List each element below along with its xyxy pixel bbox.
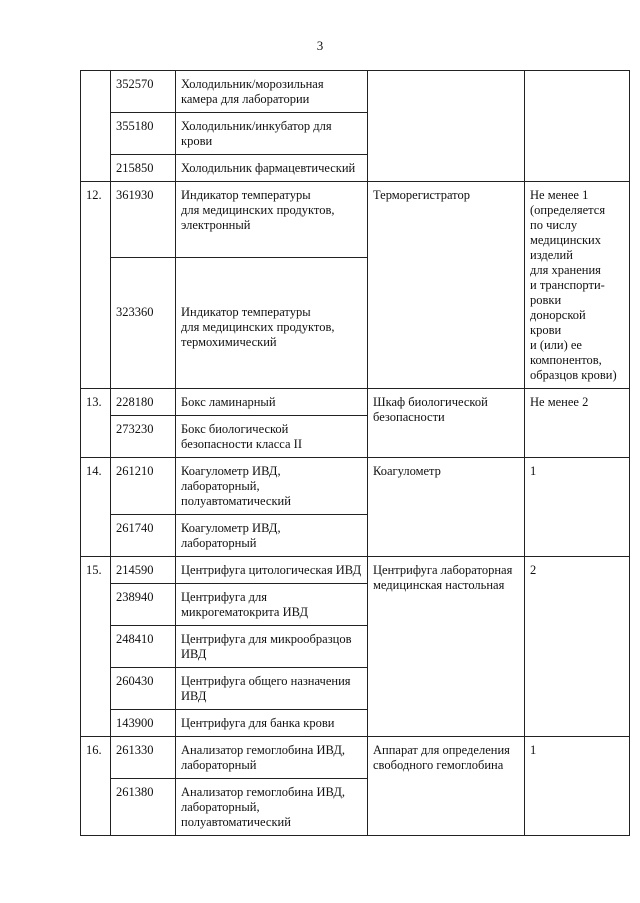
code-cell: 238940: [111, 584, 176, 626]
code-cell: 261380: [111, 779, 176, 836]
name-cell: Центрифуга для банка крови: [176, 710, 368, 737]
name-line: Коагулометр ИВД,: [181, 521, 281, 535]
quantity-line: медицинских: [530, 233, 601, 247]
type-cell: Коагулометр: [368, 458, 525, 557]
quantity-line: изделий: [530, 248, 573, 262]
name-line: Коагулометр ИВД,: [181, 464, 281, 478]
table-row: [81, 458, 630, 515]
quantity-line: для хранения: [530, 263, 601, 277]
quantity-line: крови: [530, 323, 562, 337]
code-cell: 261210: [111, 458, 176, 515]
row-number-cell: 14.: [81, 458, 111, 557]
quantity-cell: 1: [525, 458, 630, 557]
quantity-line: по числу: [530, 218, 578, 232]
name-line: лабораторный,: [181, 800, 260, 814]
type-cell: Шкаф биологической безопасности: [368, 389, 525, 458]
name-cell: [176, 458, 368, 515]
row-number-cell: 15.: [81, 557, 111, 737]
name-line: Индикатор температуры: [181, 188, 311, 202]
quantity-cell: 2: [525, 557, 630, 737]
name-cell: [176, 258, 368, 389]
type-cell: Терморегистратор: [368, 182, 525, 389]
row-number-cell: [81, 71, 111, 182]
name-cell: Бокс биологической безопасности класса II: [176, 416, 368, 458]
table-row: [81, 71, 630, 113]
quantity-line: Не менее 1: [530, 188, 589, 202]
page-number: 3: [316, 38, 324, 53]
name-line: термохимический: [181, 335, 277, 350]
type-cell: Центрифуга лабораторная медицинская настольная: [368, 557, 525, 737]
name-cell: Центрифуга общего назначения ИВД: [176, 668, 368, 710]
name-cell: [176, 182, 368, 258]
quantity-line: компонентов,: [530, 353, 602, 367]
quantity-cell: [525, 182, 630, 389]
code-cell: 352570: [111, 71, 176, 113]
type-cell: Аппарат для определения свободного гемоглобина: [368, 737, 525, 836]
code-cell: 143900: [111, 710, 176, 737]
name-line: Индикатор температуры: [181, 305, 311, 320]
table-row: [81, 389, 630, 416]
name-line: для медицинских продуктов,: [181, 203, 335, 217]
code-cell: 215850: [111, 155, 176, 182]
name-line: полуавтоматический: [181, 815, 291, 829]
code-cell: 248410: [111, 626, 176, 668]
name-line: для медицинских продуктов,: [181, 320, 335, 335]
name-cell: Центрифуга цитологическая ИВД: [176, 557, 368, 584]
code-cell: 261330: [111, 737, 176, 779]
name-cell: Холодильник фармацевтический: [176, 155, 368, 182]
name-cell: [176, 515, 368, 557]
name-line: электронный: [181, 218, 251, 232]
code-cell: 355180: [111, 113, 176, 155]
code-cell: 214590: [111, 557, 176, 584]
equipment-table: [80, 70, 630, 836]
quantity-line: образцов крови): [530, 368, 617, 382]
name-line: Анализатор гемоглобина ИВД,: [181, 785, 345, 799]
code-cell: 260430: [111, 668, 176, 710]
name-cell: Анализатор гемоглобина ИВД, лабораторный: [176, 737, 368, 779]
code-cell: 323360: [111, 258, 176, 389]
name-cell: Центрифуга для микрогематокрита ИВД: [176, 584, 368, 626]
code-cell: 261740: [111, 515, 176, 557]
name-line: полуавтоматический: [181, 494, 291, 508]
quantity-line: ровки: [530, 293, 562, 307]
name-line: лабораторный,: [181, 479, 260, 493]
name-cell: [176, 779, 368, 836]
quantity-cell: Не менее 2: [525, 389, 630, 458]
row-number-cell: 16.: [81, 737, 111, 836]
code-cell: 273230: [111, 416, 176, 458]
quantity-cell: [525, 71, 630, 182]
table-row: [81, 557, 630, 584]
type-cell: [368, 71, 525, 182]
quantity-line: (определяется: [530, 203, 606, 217]
row-number-cell: 13.: [81, 389, 111, 458]
name-cell: Холодильник/морозильная камера для лаборатории: [176, 71, 368, 113]
quantity-cell: 1: [525, 737, 630, 836]
row-number-cell: 12.: [81, 182, 111, 389]
code-cell: 228180: [111, 389, 176, 416]
name-cell: Холодильник/инкубатор для крови: [176, 113, 368, 155]
quantity-line: донорской: [530, 308, 586, 322]
name-cell: Центрифуга для микрообразцов ИВД: [176, 626, 368, 668]
table-row: [81, 737, 630, 779]
name-cell: Бокс ламинарный: [176, 389, 368, 416]
table-row: [81, 182, 630, 258]
quantity-line: и транспорти-: [530, 278, 605, 292]
quantity-line: и (или) ее: [530, 338, 582, 352]
name-line: лабораторный: [181, 536, 257, 550]
code-cell: 361930: [111, 182, 176, 258]
